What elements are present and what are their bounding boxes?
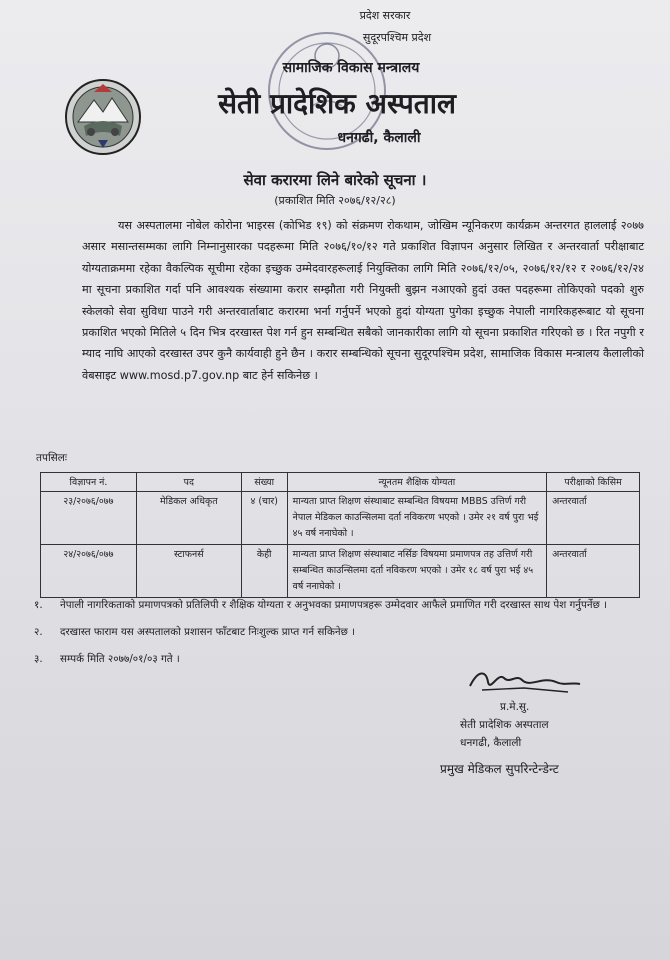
handwritten-signature-icon [464,664,584,698]
note-text: सम्पर्क मिति २०७७/०१/०३ गते । [60,653,180,665]
cell-ad-no: २४/२०७६/०७७ [41,545,137,598]
cell-exam: अन्तरवार्ता [547,545,640,598]
list-item [34,596,642,615]
cell-post: मेडिकल अधिकृत [136,492,241,545]
cell-qualification: मान्यता प्राप्त शिक्षण संस्थाबाट सम्बन्धित विषयमा MBBS उत्तिर्ण गरी नेपाल मेडिकल काउन्सिलमा दर्ता नविकरण भएको । उमेर २१ वर्ष पुरा भई ४५ वर्ष ननाघेको । [287,492,546,545]
header-post: पद [136,473,241,492]
note-text: नेपाली नागरिकताको प्रमाणपत्रको प्रतिलिपी र शैक्षिक योग्यता र अनुभवका प्रमाणपत्रहरू उम्मेदवार आफैले प्रमाणित गरी दरखास्त साथ पेश गर्नुपर्नेछ । [60,599,607,611]
note-number: २. [34,626,43,638]
cell-ad-no: २३/२०७६/०७७ [41,492,137,545]
signatory-place: धनगढी, कैलाली [460,737,522,749]
cell-count: ४ (चार) [241,492,287,545]
cell-count: केही [241,545,287,598]
signature-block [440,664,640,778]
published-date: (प्रकाशित मिति २०७६/१२/२८) [274,194,396,207]
province-label: सुदूरपश्चिम प्रदेश [362,31,432,44]
notice-title: सेवा करारमा लिने बारेको सूचना । [243,171,427,189]
cell-exam: अन्तरवार्ता [547,492,640,545]
note-number: १. [34,599,43,611]
table-row [41,492,640,545]
hospital-name: सेती प्रादेशिक अस्पताल [218,87,456,120]
hospital-address: धनगढी, कैलाली [337,130,421,146]
header-ad-no: विज्ञापन नं. [41,473,137,492]
details-label: तपसिलः [36,452,68,464]
list-item [34,623,642,642]
header-count: संख्या [241,473,287,492]
table-row [41,545,640,598]
table-header-row [41,473,640,492]
header-qualification: न्यूनतम शैक्षिक योग्यता [287,473,546,492]
signatory-org: सेती प्रादेशिक अस्पताल [460,719,549,731]
cell-qualification: मान्यता प्राप्त शिक्षण संस्थाबाट नर्सिङ विषयमा प्रमाणपत्र तह उत्तिर्ण गरी सम्बन्धित काउन्सिलमा दर्ता नविकरण भएको । उमेर १८ वर्ष पुरा भई ४५ वर्ष ननाघेको । [287,545,546,598]
ministry-label: सामाजिक विकास मन्त्रालय [282,60,420,76]
notice-body: यस अस्पतालमा नोबेल कोरोना भाइरस (कोभिड १९) को संक्रमण रोकथाम, जोखिम न्यूनिकरण कार्यक्रम अन्तरगत हाललाई २०७७ असार मसान्तसम्मका लागि निम्नानुसारका पदहरूमा मिति २०७६/१०/१२ गते प्रकाशित विज्ञापन अनुसार लिखित र अन्तरवार्ता परीक्षाबाट योग्यताक्रममा रहेका वैकल्पिक सूचीमा रहेका इच्छुक उम्मेदवारहरूलाई नियुक्तिका लागि मिति २०७६/१२/०५, २०७६/१२/१२ र २०७६/१२/२४ मा सूचना प्रकाशित गर्दा पनि आवश्यक संख्यामा करार सम्झौता गरी नियुक्ती बुझन नआएको हुदां उक्त पदहरूमा तोकिएको पदको शुरु स्केलको सेवा सुविधा पाउने गरी अन्तरवार्ताबाट करारमा भर्ना गर्नुपर्ने भएको हुदां योग्यता पुगेका इच्छुक नेपाली नागरिकहरूबाट यो सूचना प्रकाशित भएको मितिले ५ दिन भित्र दरखास्त पेश गर्न हुन सम्बन्धित सबैको जानकारीका लागि यो सूचना प्रकाशित गरिएको छ । रित नपुगी र म्याद नाघि आएको दरखास्त उपर कुनै कार्यवाही हुने छैन । करार सम्बन्धिको सूचना सुदूरपश्चिम प्रदेश, सामाजिक विकास मन्त्रालय कैलालीको वेबसाइट www.mosd.p7.gov.np बाट हेर्न सकिनेछ । [82,219,644,382]
signatory-abbr: प्र.मे.सु. [500,701,530,713]
vacancy-table [40,472,640,598]
government-label: प्रदेश सरकार [359,9,411,22]
note-number: ३. [34,653,43,665]
cell-post: स्टाफनर्स [136,545,241,598]
header-exam: परीक्षाको किसिम [547,473,640,492]
note-text: दरखास्त फाराम यस अस्पतालको प्रशासन फाँटबाट निःशुल्क प्राप्त गर्न सकिनेछ । [60,626,355,638]
signatory-office: प्रमुख मेडिकल सुपरिन्टेन्डेन्ट [440,762,559,776]
